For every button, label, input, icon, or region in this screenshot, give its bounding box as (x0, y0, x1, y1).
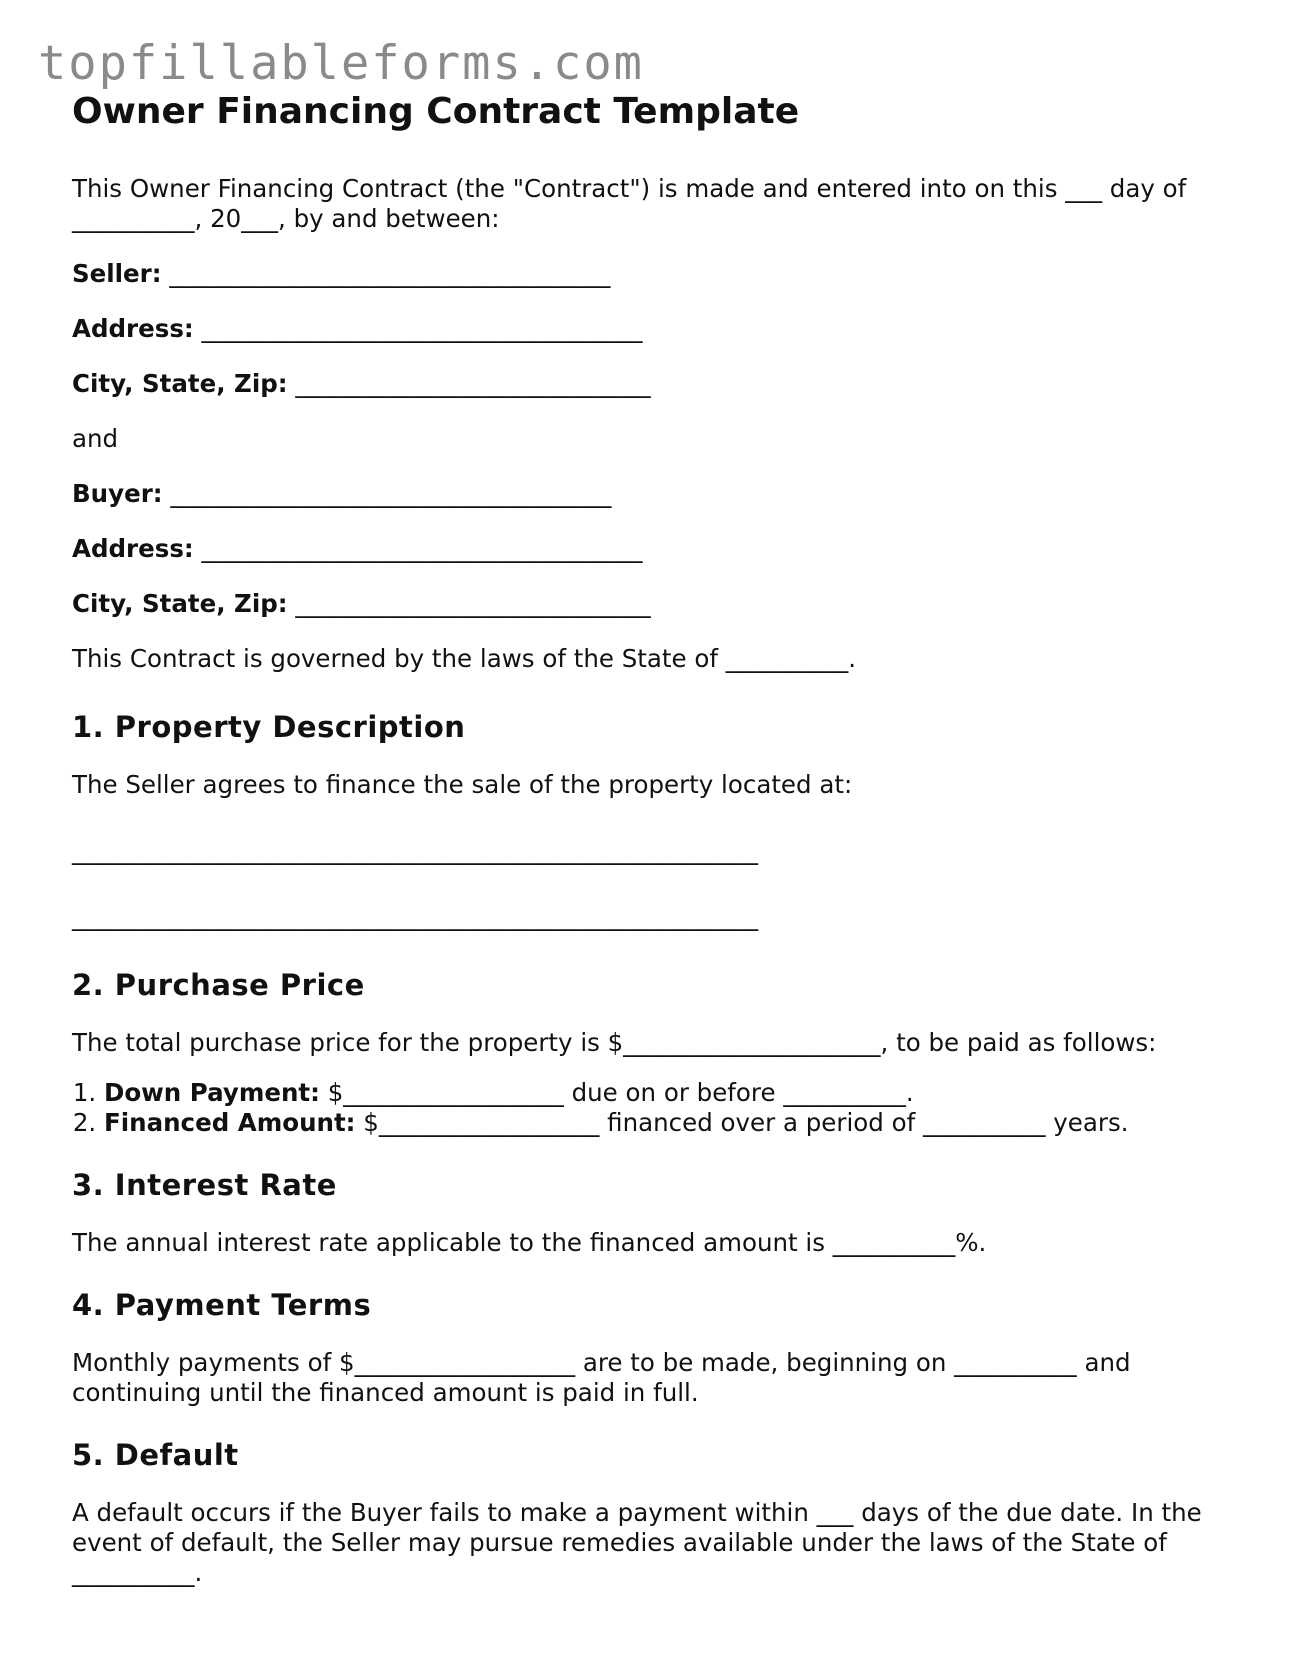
and-text: and (72, 424, 119, 453)
seller-city-field[interactable] (72, 369, 1232, 399)
buyer-city-label: City, State, Zip: (72, 589, 288, 618)
buyer-city-blank[interactable]: _____________________________ (295, 589, 651, 618)
watermark: topfillableforms.com (38, 36, 644, 91)
buyer-address-label: Address: (72, 534, 194, 563)
list-item (104, 1078, 1232, 1108)
property-text: The Seller agrees to finance the sale of the property located at: (72, 770, 853, 799)
intro-paragraph: This Owner Financing Contract (the "Contract") is made and entered into on this ___ day of __________, 20___, by and between: (72, 174, 1187, 233)
seller-address-blank[interactable]: ____________________________________ (201, 314, 643, 343)
section-heading-price: 2. Purchase Price (72, 968, 365, 1002)
buyer-address-field[interactable] (72, 534, 1232, 564)
section-heading-default: 5. Default (72, 1438, 239, 1472)
seller-address-field[interactable] (72, 314, 1232, 344)
page-title: Owner Financing Contract Template (72, 91, 800, 132)
document-page (72, 92, 1232, 1588)
section-heading-payment: 4. Payment Terms (72, 1288, 372, 1322)
buyer-city-field[interactable] (72, 589, 1232, 619)
seller-name-label: Seller: (72, 259, 162, 288)
section-heading-interest: 3. Interest Rate (72, 1168, 337, 1202)
governing-law: This Contract is governed by the laws of the State of __________. (72, 644, 857, 673)
interest-text[interactable]: The annual interest rate applicable to the financed amount is __________%. (72, 1228, 987, 1257)
financed-amount-text[interactable]: $__________________ financed over a period of __________ years. (355, 1108, 1129, 1137)
buyer-name-label: Buyer: (72, 479, 163, 508)
seller-address-label: Address: (72, 314, 194, 343)
seller-name-blank[interactable]: ____________________________________ (169, 259, 611, 288)
price-text: The total purchase price for the property is $_____________________, to be paid as follows: (72, 1028, 1157, 1057)
buyer-name-field[interactable] (72, 479, 1232, 509)
seller-city-label: City, State, Zip: (72, 369, 288, 398)
default-text[interactable]: A default occurs if the Buyer fails to make a payment within ___ days of the due date. In the event of default, the Seller may pursue remedies available under the laws of the State of __________. (72, 1498, 1202, 1587)
buyer-name-blank[interactable]: ____________________________________ (170, 479, 612, 508)
payment-text[interactable]: Monthly payments of $__________________ are to be made, beginning on __________ and continuing until the financed amount is paid in full. (72, 1348, 1131, 1407)
list-item (104, 1108, 1232, 1138)
financed-amount-label: Financed Amount: (104, 1108, 356, 1137)
property-line-1[interactable]: ________________________________________________________ (72, 836, 758, 865)
property-line-2[interactable]: ________________________________________________________ (72, 902, 758, 931)
down-payment-label: Down Payment: (104, 1078, 320, 1107)
down-payment-text[interactable]: $__________________ due on or before __________. (319, 1078, 914, 1107)
section-heading-property: 1. Property Description (72, 710, 466, 744)
buyer-address-blank[interactable]: ____________________________________ (201, 534, 643, 563)
seller-city-blank[interactable]: _____________________________ (295, 369, 651, 398)
payment-breakdown-list (72, 1078, 1232, 1138)
seller-name-field[interactable] (72, 259, 1232, 289)
